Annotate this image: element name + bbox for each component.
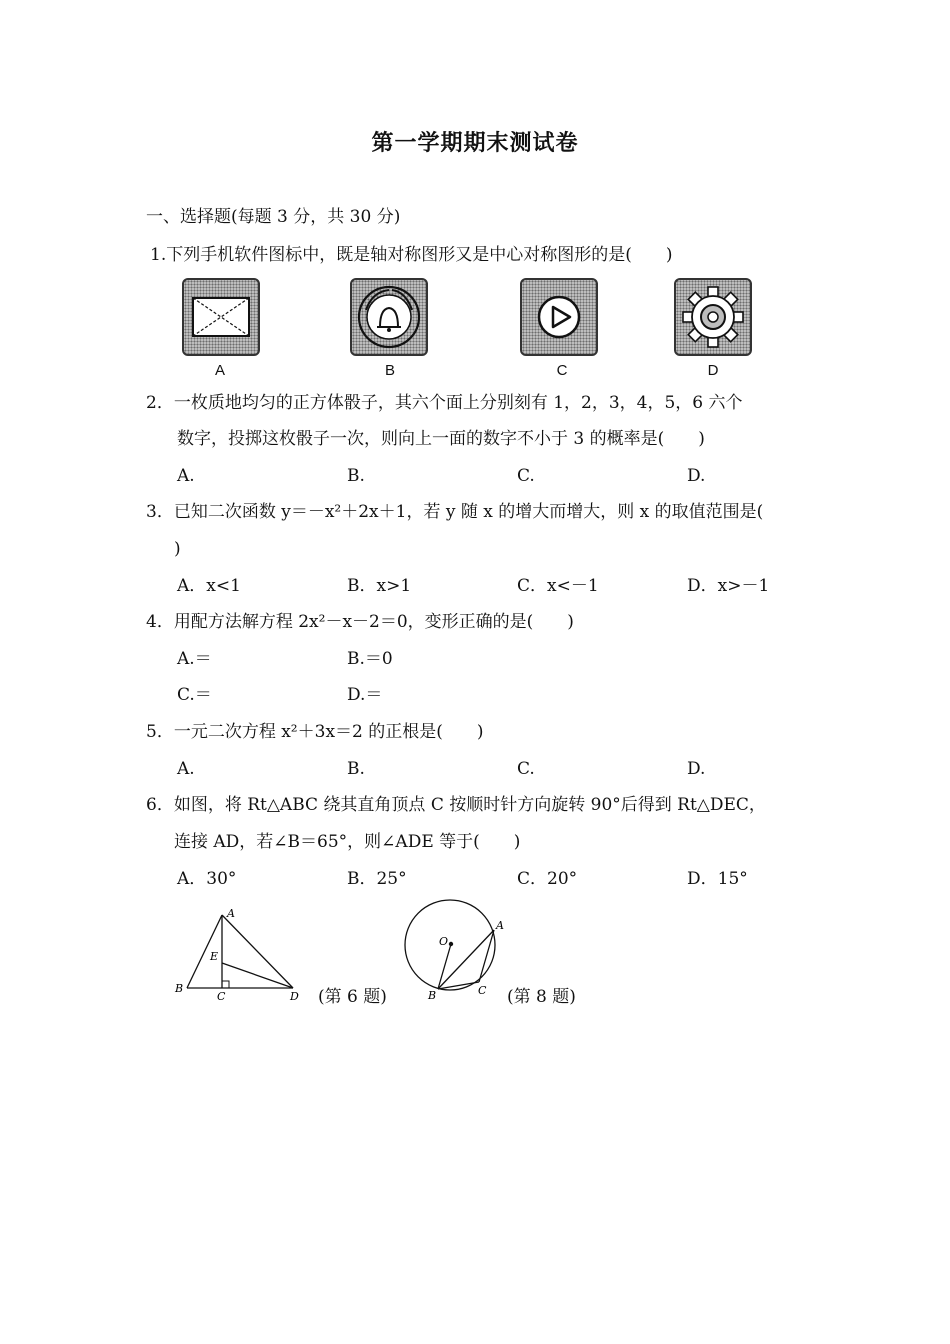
question-5-option-c: C. [517,759,535,779]
question-5-option-d: D. [687,759,706,779]
question-3-option-a: A．x<1 [177,576,241,596]
bell-icon [350,278,428,356]
icon-label-a: A [214,362,225,379]
fig6-label-d: D [290,990,299,1003]
question-6-option-d: D．15° [687,869,748,889]
question-2-line1: 2．一枚质地均匀的正方体骰子，其六个面上分别刻有 1，2，3，4，5，6 六个 [146,393,743,413]
play-icon [520,278,598,356]
section-heading: 一、选择题(每题 3 分，共 30 分) [146,207,401,227]
fig6-label-c: C [217,990,226,1003]
fig6-label-a: A [227,907,235,920]
question-2-option-b: B. [347,466,365,486]
fig8-label-o: O [439,935,449,948]
icon-label-b: B [384,362,395,379]
question-2-option-c: C. [517,466,535,486]
question-3-line1: 3．已知二次函数 y＝－x²＋2x＋1，若 y 随 x 的增大而增大，则 x 的取值范围是( [146,502,764,522]
question-2-option-d: D. [687,466,706,486]
figure-6-caption: (第 6 题) [318,987,387,1007]
question-5-option-b: B. [347,759,365,779]
question-4-text: 4．用配方法解方程 2x²－x－2＝0，变形正确的是( ) [146,612,574,632]
question-6-option-b: B．25° [347,869,407,889]
question-6-line1: 6．如图，将 Rt△ABC 绕其直角顶点 C 按顺时针方向旋转 90°后得到 Rt△DEC， [146,795,766,815]
icon-label-c: C [556,362,568,379]
question-4-option-a: A.＝ [177,649,212,669]
question-3-option-d: D．x>－1 [687,576,770,596]
question-2-line2: 数字，投掷这枚骰子一次，则向上一面的数字不小于 3 的概率是( ) [177,429,705,449]
question-6-option-c: C．20° [517,869,578,889]
question-3-option-c: C．x<－1 [517,576,599,596]
fig8-label-a: A [496,919,504,932]
question-5-option-a: A. [177,759,195,779]
icon-label-d: D [707,362,719,379]
gear-icon [674,278,752,356]
question-6-line2: 连接 AD，若∠B＝65°，则∠ADE 等于( ) [174,832,521,852]
question-6-option-a: A．30° [177,869,237,889]
page-title: 第一学期期末测试卷 [371,130,579,156]
question-4-option-d: D.＝ [347,685,383,705]
figure-6-triangle [170,900,310,1005]
question-4-option-b: B.＝0 [347,649,393,669]
figure-8-circle [395,895,510,1005]
question-5-text: 5．一元二次方程 x²＋3x＝2 的正根是( ) [146,722,484,742]
question-3-line2: ) [174,539,181,559]
figure-8-caption: (第 8 题) [507,987,576,1007]
fig6-label-b: B [175,982,184,995]
question-2-option-a: A. [177,466,195,486]
fig6-label-e: E [210,950,219,963]
question-3-option-b: B．x>1 [347,576,412,596]
question-1-text: 1.下列手机软件图标中，既是轴对称图形又是中心对称图形的是( ) [150,245,673,265]
fig8-label-c: C [478,984,487,997]
envelope-icon [182,278,260,356]
question-4-option-c: C.＝ [177,685,212,705]
fig8-label-b: B [428,989,437,1002]
